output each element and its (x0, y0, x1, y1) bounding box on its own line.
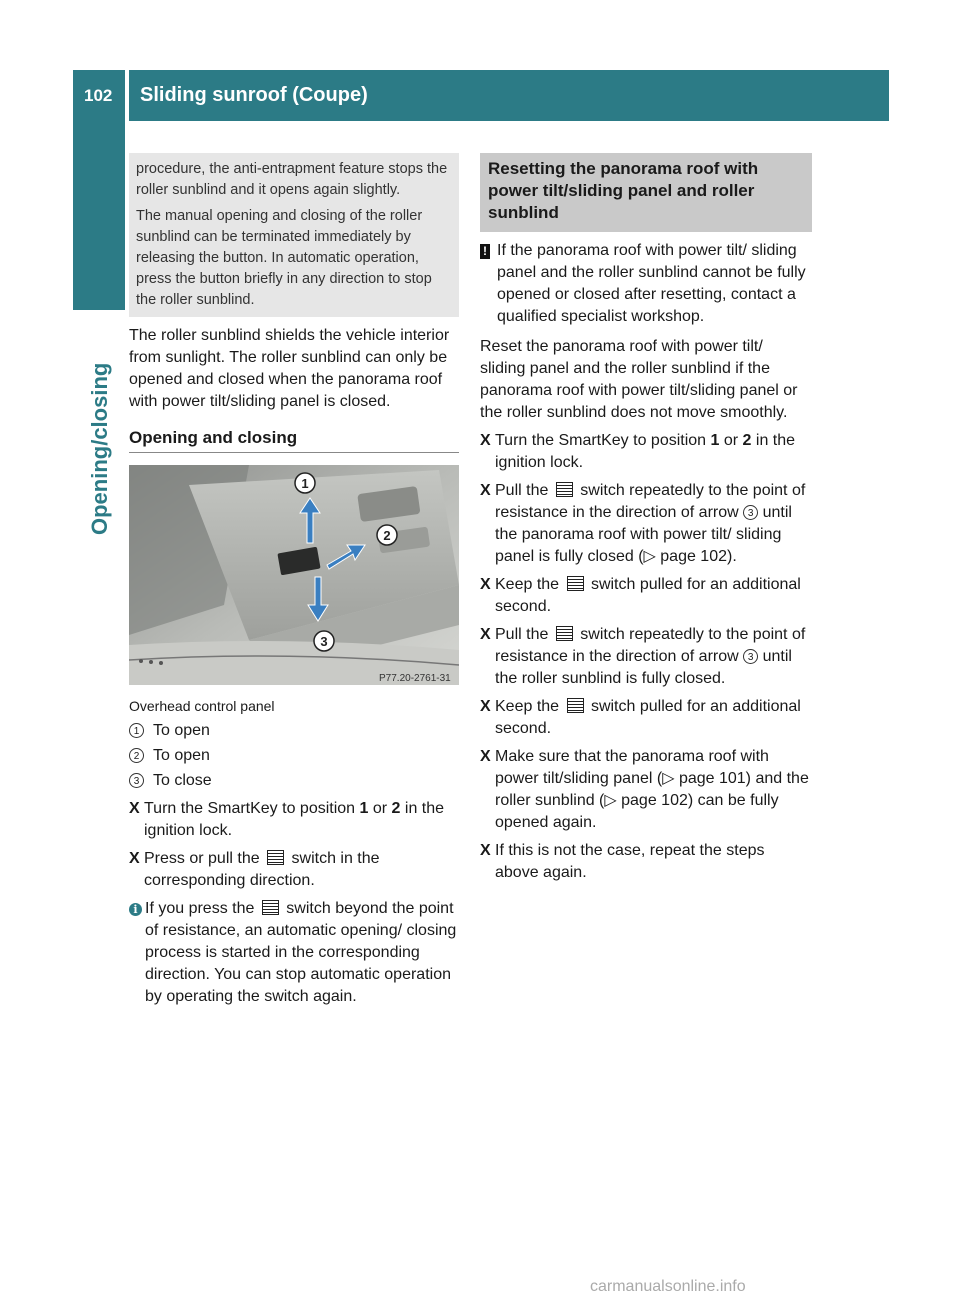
page-title: Sliding sunroof (Coupe) (140, 84, 368, 106)
step-marker-icon: X (480, 432, 491, 449)
instruction-step: X Make sure that the panorama roof with power tilt/sliding panel (▷ page 101) and the roller sunblind (▷ page 102) can be fully opened again. (480, 746, 812, 834)
overhead-panel-figure (129, 465, 459, 685)
intro-paragraph: Reset the panorama roof with power tilt/ sliding panel and the roller sunblind if the panorama roof with power tilt/sliding panel or the roller sunblind does not move smoothly. (480, 338, 798, 421)
section-heading-box: Resetting the panorama roof with power tilt/sliding panel and roller sunblind (480, 153, 812, 232)
step-marker-icon: X (129, 800, 140, 817)
section-tab (73, 121, 125, 310)
section-label: Opening/closing (87, 362, 112, 535)
info-icon: i (129, 903, 142, 916)
note-paragraph-1: procedure, the anti-entrapment feature stops the roller sunblind and it opens again slightly. (136, 161, 448, 198)
step-marker-icon: X (480, 626, 491, 643)
header-divider (125, 70, 129, 121)
watermark: carmanualsonline.info (590, 1278, 746, 1295)
figure-caption: Overhead control panel (129, 698, 275, 714)
switch-icon (567, 576, 584, 591)
figure-code: P77.20-2761-31 (379, 673, 451, 684)
step-marker-icon: X (480, 482, 491, 499)
right-column (480, 153, 812, 884)
step-marker-icon: X (480, 576, 491, 593)
instruction-step: X If this is not the case, repeat the steps above again. (480, 840, 812, 884)
switch-icon (267, 850, 284, 865)
instruction-step: X Turn the SmartKey to position 1 or 2 in the ignition lock. (129, 798, 459, 842)
legend-text: To close (153, 772, 212, 789)
step-marker-icon: X (129, 850, 140, 867)
instruction-step: X Pull the switch repeatedly to the point of resistance in the direction of arrow 3 until the roller sunblind is fully closed. (480, 624, 812, 690)
step-marker-icon: X (480, 698, 491, 715)
legend-item (129, 770, 459, 792)
callout-3-icon: 3 (743, 505, 758, 520)
warning-note (480, 240, 812, 328)
svg-text:2: 2 (383, 528, 391, 543)
note-paragraph-2: The manual opening and closing of the roller sunblind can be terminated immediately by releasing the button. In automatic operation, press the button briefly in any direction to stop the roller sunblind. (136, 208, 432, 308)
legend-item (129, 720, 459, 742)
instruction-step: X Turn the SmartKey to position 1 or 2 in the ignition lock. (480, 430, 812, 474)
callout-1-icon: 1 (129, 723, 144, 738)
left-column (129, 153, 459, 1008)
legend-text: To open (153, 747, 210, 764)
instruction-step: X Keep the switch pulled for an additional second. (480, 574, 812, 618)
warning-icon: ! (480, 244, 490, 259)
section-heading: Opening and closing (129, 427, 459, 453)
svg-text:3: 3 (320, 634, 328, 649)
warning-text: If the panorama roof with power tilt/ sliding panel and the roller sunblind cannot be fully opened or closed after resetting, contact a qualified specialist workshop. (497, 242, 806, 325)
overhead-panel-illustration (129, 465, 459, 685)
info-note: i If you press the switch beyond the point of resistance, an automatic opening/ closing process is started in the corresponding direction. You can stop automatic operation by operating the switch again. (129, 898, 459, 1008)
switch-icon (556, 626, 573, 641)
body-paragraph: The roller sunblind shields the vehicle interior from sunlight. The roller sunblind can only be opened and closed when the panorama roof with power tilt/sliding panel is closed. (129, 327, 450, 410)
switch-icon (556, 482, 573, 497)
page-number: 102 (84, 86, 113, 105)
legend-item (129, 745, 459, 767)
callout-3-icon: 3 (129, 773, 144, 788)
note-box (129, 153, 459, 317)
svg-text:1: 1 (301, 476, 309, 491)
step-marker-icon: X (480, 842, 491, 859)
section-label-wrap (84, 325, 124, 535)
switch-icon (567, 698, 584, 713)
legend-text: To open (153, 722, 210, 739)
callout-3-icon: 3 (743, 649, 758, 664)
callout-2-icon: 2 (129, 748, 144, 763)
step-marker-icon: X (480, 748, 491, 765)
page-header (73, 70, 889, 121)
instruction-step: X Keep the switch pulled for an additional second. (480, 696, 812, 740)
instruction-step: X Press or pull the switch in the corresponding direction. (129, 848, 459, 892)
switch-icon (262, 900, 279, 915)
instruction-step: X Pull the switch repeatedly to the point of resistance in the direction of arrow 3 until the panorama roof with power tilt/ sliding panel is fully closed (▷ page 102). (480, 480, 812, 568)
